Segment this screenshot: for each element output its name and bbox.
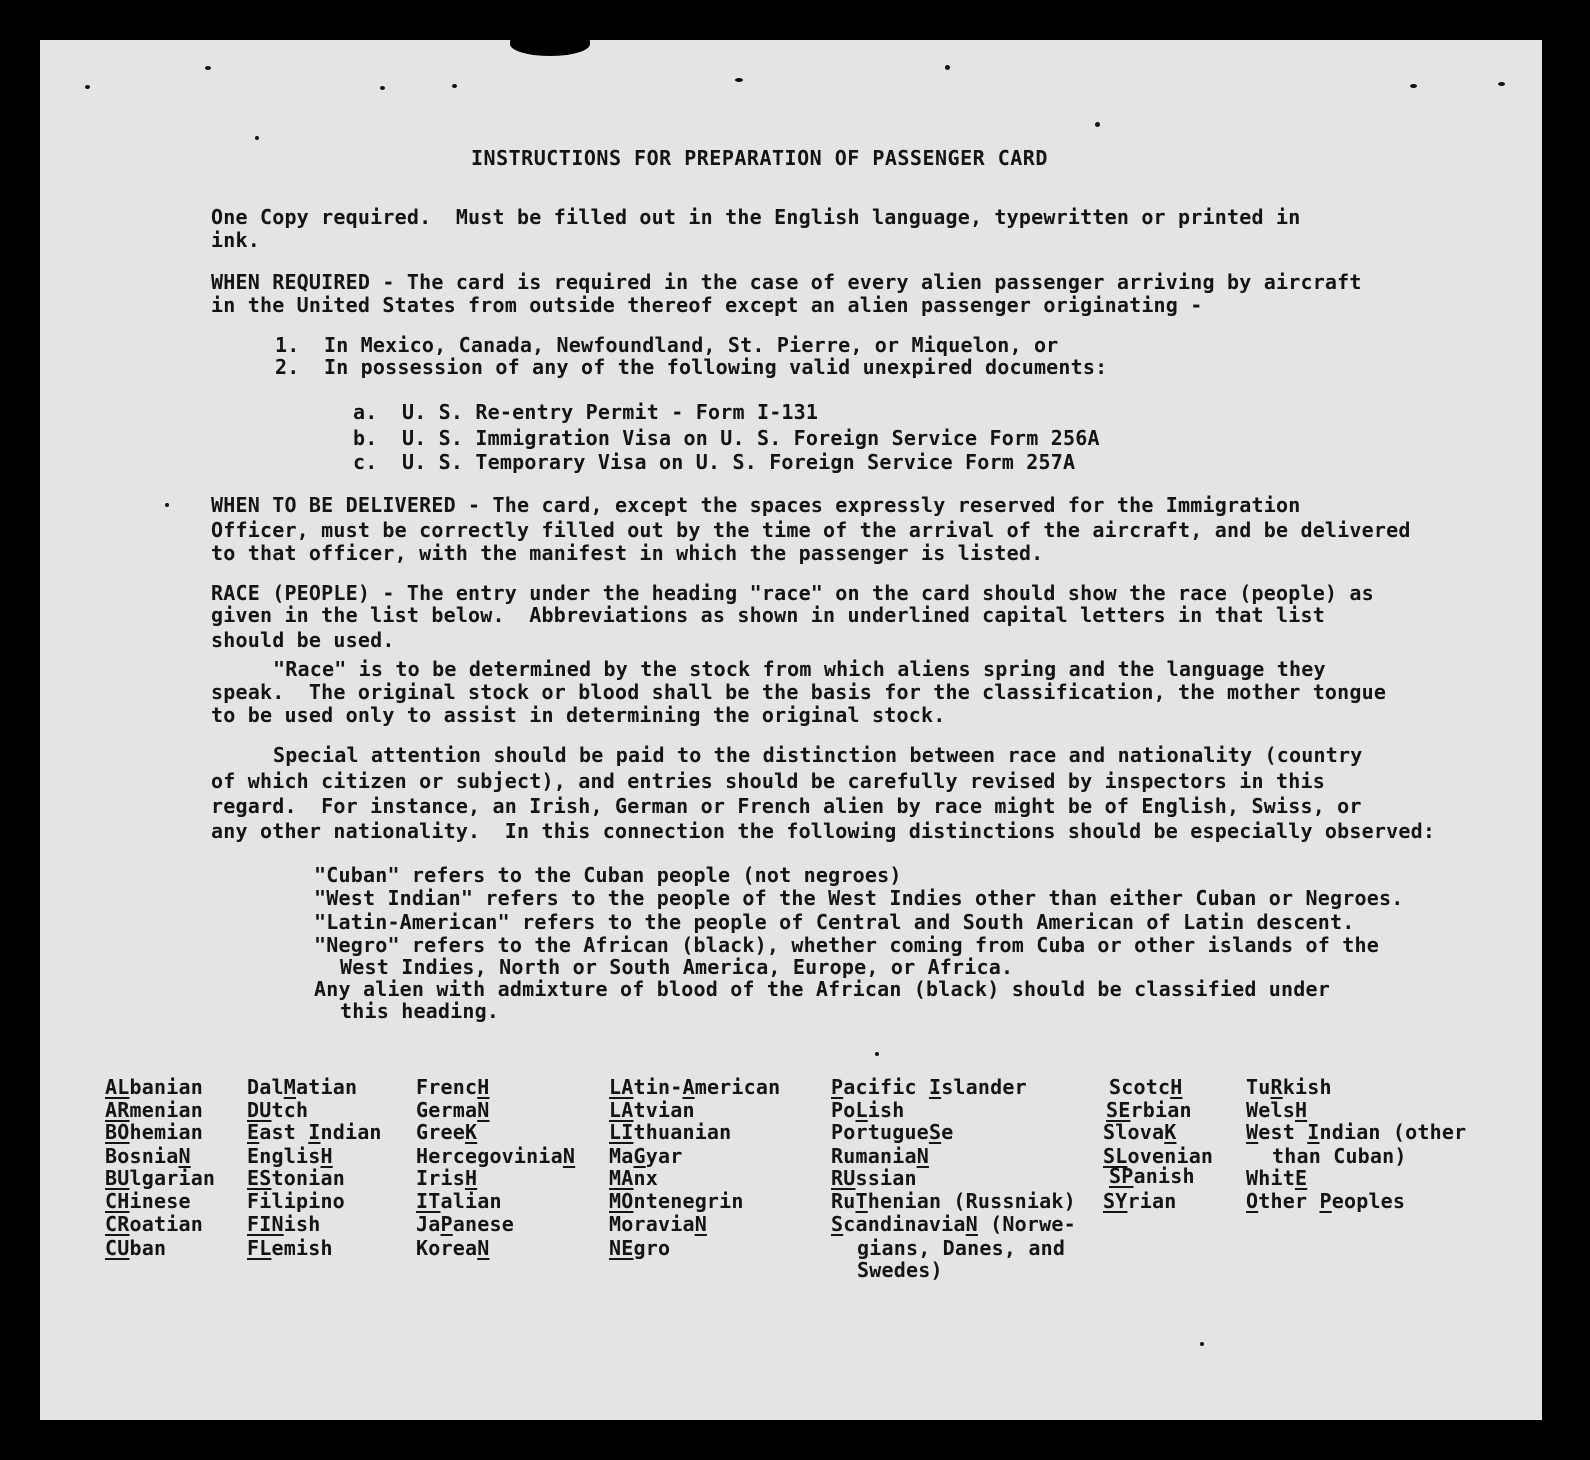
race-list-item: WhitE <box>1246 1166 1308 1190</box>
race-list-item: EnglisH <box>247 1144 333 1168</box>
document-item: c. U. S. Temporary Visa on U. S. Foreign Service Form 257A <box>353 450 1076 474</box>
race-list-item: RUssian <box>831 1166 917 1190</box>
nationality-paragraph-line: any other nationality. In this connection the following distinctions should be especially observed: <box>211 819 1436 843</box>
race-paragraph-line: speak. The original stock or blood shall be the basis for the classification, the mother tongue <box>211 680 1387 704</box>
race-list-item: GermaN <box>416 1098 490 1122</box>
when-delivered-line: WHEN TO BE DELIVERED - The card, except the spaces expressly reserved for the Immigration <box>211 493 1301 517</box>
speck <box>380 86 385 90</box>
speck <box>735 78 743 82</box>
race-list-item: KoreaN <box>416 1236 490 1260</box>
race-list-item: EStonian <box>247 1166 345 1190</box>
race-list-item: LAtin-American <box>609 1075 781 1099</box>
speck <box>255 136 259 140</box>
when-delivered-line: to that officer, with the manifest in which the passenger is listed. <box>211 541 1044 565</box>
race-list-item: SPanish <box>1109 1164 1195 1188</box>
race-line: should be used. <box>211 628 395 652</box>
race-list-item: Swedes) <box>857 1258 943 1282</box>
speck <box>875 1052 879 1056</box>
race-list-item: FLemish <box>247 1236 333 1260</box>
race-list-item: FINish <box>247 1212 321 1236</box>
race-list-item: ALbanian <box>105 1075 203 1099</box>
race-list-item: gians, Danes, and <box>857 1236 1066 1260</box>
definition-line: "Cuban" refers to the Cuban people (not negroes) <box>314 863 902 887</box>
race-list-item: HercegoviniaN <box>416 1144 576 1168</box>
race-list-item: SErbian <box>1106 1098 1192 1122</box>
race-list-item: than Cuban) <box>1272 1144 1407 1168</box>
race-list-item: PoLish <box>831 1098 905 1122</box>
race-list-item: IrisH <box>416 1166 478 1190</box>
speck <box>205 66 211 70</box>
race-list-item: SYrian <box>1103 1189 1177 1213</box>
race-list-item: NEgro <box>609 1236 671 1260</box>
definition-line: this heading. <box>340 999 500 1023</box>
when-required-item: 2. In possession of any of the following valid unexpired documents: <box>275 355 1108 379</box>
nationality-paragraph-line: regard. For instance, an Irish, German or French alien by race might be of English, Swiss, or <box>211 794 1362 818</box>
race-list-item: BUlgarian <box>105 1166 216 1190</box>
definition-line: "Latin-American" refers to the people of Central and South American of Latin descent. <box>314 910 1355 934</box>
race-list-item: SlovaK <box>1103 1120 1177 1144</box>
nationality-paragraph-line: of which citizen or subject), and entries should be carefully revised by inspectors in this <box>211 769 1325 793</box>
intro-line: One Copy required. Must be filled out in the English language, typewritten or printed in <box>211 205 1301 229</box>
race-list-item: FrencH <box>416 1075 490 1099</box>
document-item: b. U. S. Immigration Visa on U. S. Foreign Service Form 256A <box>353 426 1100 450</box>
race-list-item: RumaniaN <box>831 1144 929 1168</box>
race-list-item: MaGyar <box>609 1144 683 1168</box>
speck <box>945 65 950 70</box>
race-list-item: LAtvian <box>609 1098 695 1122</box>
race-list-item: CUban <box>105 1236 167 1260</box>
race-list-item: MAnx <box>609 1166 658 1190</box>
speck <box>85 85 90 89</box>
speck <box>1200 1342 1204 1346</box>
speck <box>1095 122 1100 127</box>
race-list-item: CHinese <box>105 1189 191 1213</box>
race-list-item: East Indian <box>247 1120 382 1144</box>
race-list-item: CRoatian <box>105 1212 203 1236</box>
when-required-item: 1. In Mexico, Canada, Newfoundland, St. Pierre, or Miquelon, or <box>275 333 1059 357</box>
race-list-item: West Indian (other <box>1246 1120 1467 1144</box>
speck <box>1498 82 1505 86</box>
race-list-item: ScandinaviaN (Norwe- <box>831 1212 1076 1236</box>
race-list-item: MoraviaN <box>609 1212 707 1236</box>
race-list-item: BOhemian <box>105 1120 203 1144</box>
race-list-item: ARmenian <box>105 1098 203 1122</box>
document-item: a. U. S. Re-entry Permit - Form I-131 <box>353 400 819 424</box>
race-line: RACE (PEOPLE) - The entry under the heading "race" on the card should show the race (people) as <box>211 581 1374 605</box>
race-list-item: JaPanese <box>416 1212 514 1236</box>
race-list-item: ITalian <box>416 1189 502 1213</box>
race-list-item: RuThenian (Russniak) <box>831 1189 1076 1213</box>
race-list-item: WelsH <box>1246 1098 1308 1122</box>
definition-line: "Negro" refers to the African (black), whether coming from Cuba or other islands of the <box>314 933 1379 957</box>
page-title: INSTRUCTIONS FOR PREPARATION OF PASSENGER CARD <box>471 146 1048 170</box>
race-paragraph-line: to be used only to assist in determining the original stock. <box>211 703 946 727</box>
race-paragraph-line: "Race" is to be determined by the stock from which aliens spring and the language they <box>273 657 1326 681</box>
definition-line: Any alien with admixture of blood of the African (black) should be classified under <box>314 977 1331 1001</box>
race-list-item: PortugueSe <box>831 1120 954 1144</box>
race-list-item: DUtch <box>247 1098 309 1122</box>
race-list-item: Filipino <box>247 1189 345 1213</box>
document-page <box>40 40 1542 1420</box>
race-list-item: BosniaN <box>105 1144 191 1168</box>
when-required-line: in the United States from outside thereof except an alien passenger originating - <box>211 293 1203 317</box>
race-list-item: Pacific Islander <box>831 1075 1027 1099</box>
when-delivered-line: Officer, must be correctly filled out by the time of the arrival of the aircraft, and be delivered <box>211 518 1411 542</box>
race-list-item: LIthuanian <box>609 1120 732 1144</box>
race-line: given in the list below. Abbreviations as shown in underlined capital letters in that list <box>211 603 1325 627</box>
race-list-item: ScotcH <box>1109 1075 1183 1099</box>
race-list-item: TuRkish <box>1246 1075 1332 1099</box>
race-list-item: GreeK <box>416 1120 478 1144</box>
speck <box>165 503 169 507</box>
paper-tear <box>510 40 590 56</box>
intro-line: ink. <box>211 228 260 252</box>
when-required-line: WHEN REQUIRED - The card is required in the case of every alien passenger arriving by aircraft <box>211 270 1362 294</box>
race-list-item: MOntenegrin <box>609 1189 744 1213</box>
definition-line: West Indies, North or South America, Europe, or Africa. <box>340 955 1014 979</box>
nationality-paragraph-line: Special attention should be paid to the distinction between race and nationality (country <box>273 743 1363 767</box>
race-list-item: Other Peoples <box>1246 1189 1406 1213</box>
speck <box>452 84 457 88</box>
race-list-item: SLovenian <box>1103 1144 1214 1168</box>
race-list-item: DalMatian <box>247 1075 358 1099</box>
definition-line: "West Indian" refers to the people of the West Indies other than either Cuban or Negroes. <box>314 886 1404 910</box>
speck <box>1410 84 1417 88</box>
